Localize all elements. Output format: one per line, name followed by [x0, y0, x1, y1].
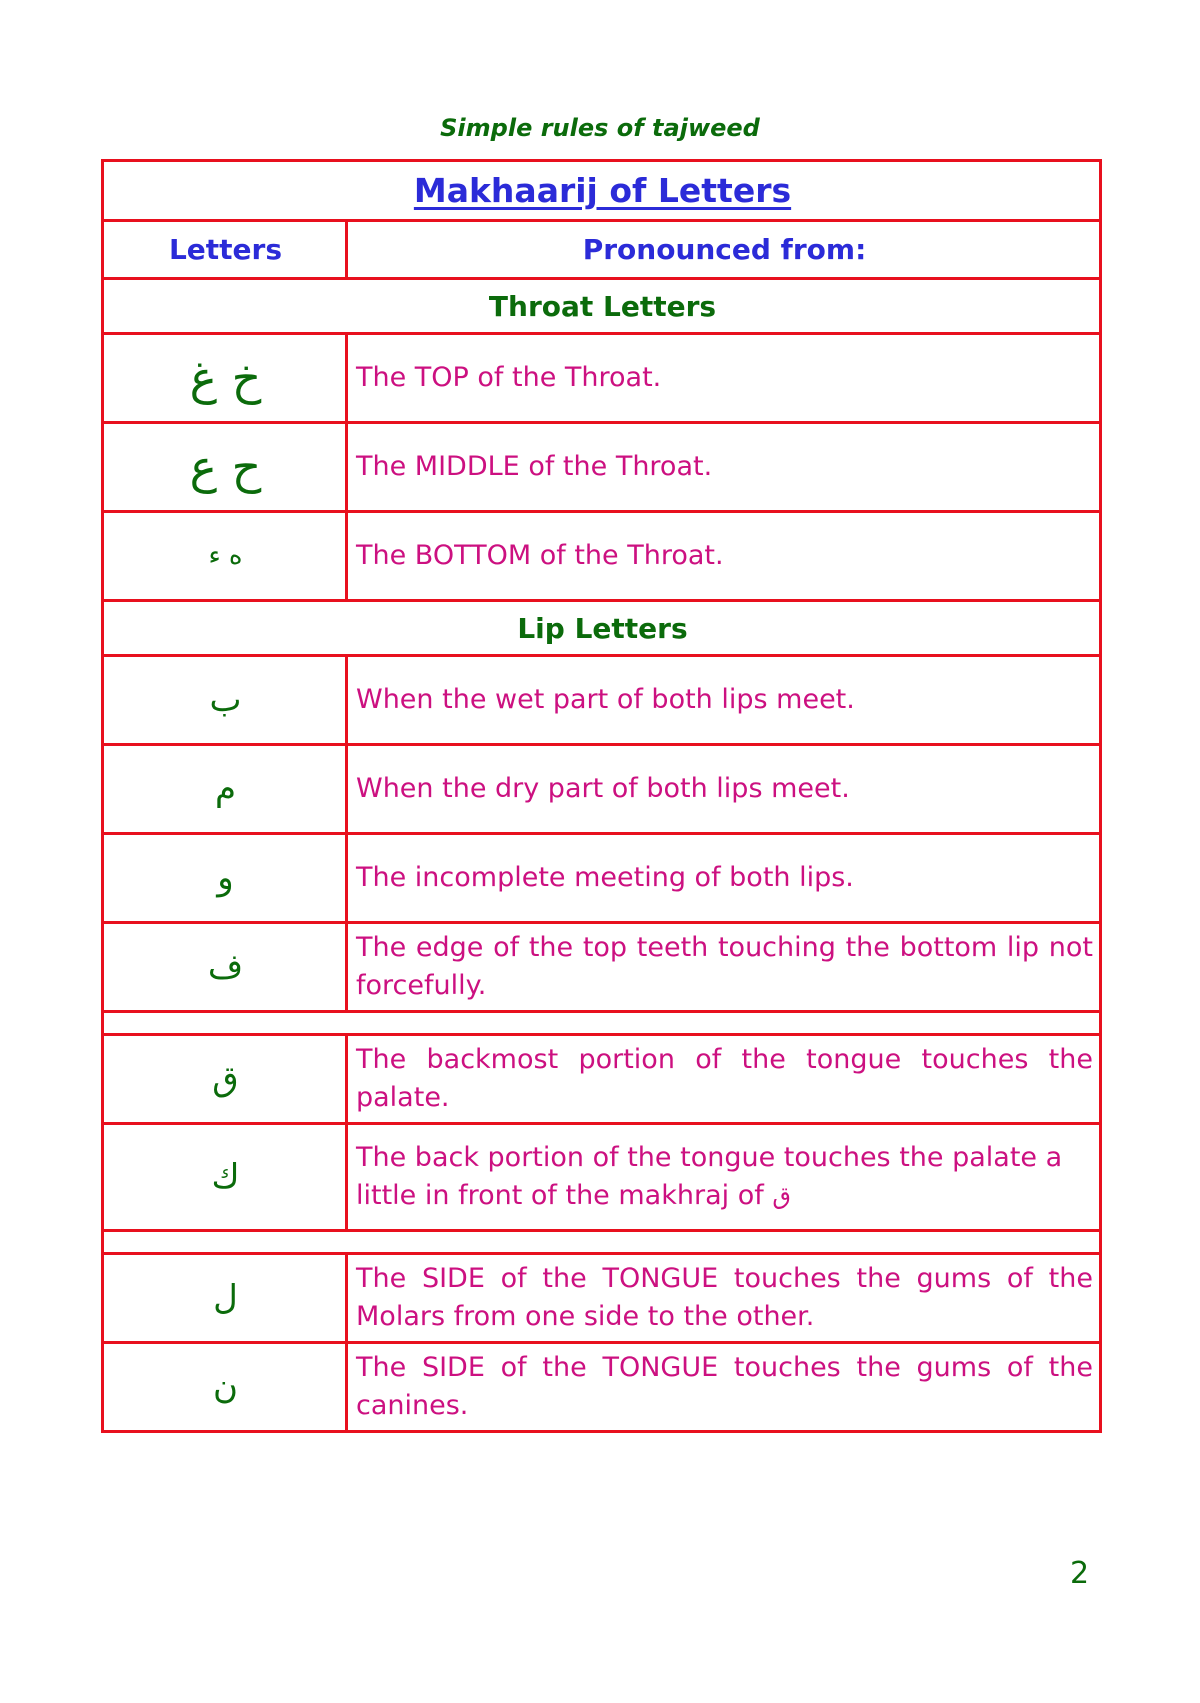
- description: The SIDE of the TONGUE touches the gums of the canines.: [347, 1343, 1101, 1432]
- arabic-letters: ه ء: [103, 512, 347, 601]
- description: The incomplete meeting of both lips.: [347, 834, 1101, 923]
- spacer-row: [103, 1231, 1101, 1254]
- page-number: 2: [1070, 1556, 1090, 1591]
- description: When the dry part of both lips meet.: [347, 745, 1101, 834]
- inline-arabic-letter: ق: [772, 1182, 791, 1210]
- description-text: The back portion of the tongue touches the palate a little in front of the makhraj of: [356, 1142, 1063, 1211]
- table-row: [103, 334, 1101, 423]
- arabic-letters: ق: [103, 1035, 347, 1124]
- description: When the wet part of both lips meet.: [347, 656, 1101, 745]
- page-header-title: Simple rules of tajweed: [440, 114, 760, 142]
- arabic-letters: ب: [103, 656, 347, 745]
- table-row: [103, 1343, 1101, 1432]
- table-row: [103, 923, 1101, 1012]
- arabic-letters: م: [103, 745, 347, 834]
- table-row: [103, 656, 1101, 745]
- table-row: [103, 745, 1101, 834]
- description: The BOTTOM of the Throat.: [347, 512, 1101, 601]
- column-header-letters: Letters: [103, 221, 347, 279]
- arabic-letters: خ غ: [103, 334, 347, 423]
- section-lip-letters: Lip Letters: [103, 601, 1101, 656]
- column-header-pronounced: Pronounced from:: [347, 221, 1101, 279]
- table-title: Makhaarij of Letters: [413, 171, 792, 210]
- description: The MIDDLE of the Throat.: [347, 423, 1101, 512]
- makhaarij-table: [101, 159, 1102, 1433]
- spacer-cell: [103, 1231, 1101, 1254]
- table-row: [103, 423, 1101, 512]
- table-row: [103, 1035, 1101, 1124]
- arabic-letters: ل: [103, 1254, 347, 1343]
- description: The TOP of the Throat.: [347, 334, 1101, 423]
- arabic-letters: و: [103, 834, 347, 923]
- arabic-letters: ن: [103, 1343, 347, 1432]
- table-title-cell: [103, 161, 1101, 221]
- description: The backmost portion of the tongue touches the palate.: [347, 1035, 1101, 1124]
- table-row: [103, 1254, 1101, 1343]
- arabic-letters: ح ع: [103, 423, 347, 512]
- spacer-cell: [103, 1012, 1101, 1035]
- table-row: [103, 1124, 1101, 1231]
- table-row: [103, 512, 1101, 601]
- description: The edge of the top teeth touching the bottom lip not forcefully.: [347, 923, 1101, 1012]
- arabic-letters: ك: [103, 1124, 347, 1231]
- arabic-letters: ف: [103, 923, 347, 1012]
- description: The SIDE of the TONGUE touches the gums of the Molars from one side to the other.: [347, 1254, 1101, 1343]
- description: [347, 1124, 1101, 1231]
- table-row: [103, 834, 1101, 923]
- section-throat-letters: Throat Letters: [103, 279, 1101, 334]
- spacer-row: [103, 1012, 1101, 1035]
